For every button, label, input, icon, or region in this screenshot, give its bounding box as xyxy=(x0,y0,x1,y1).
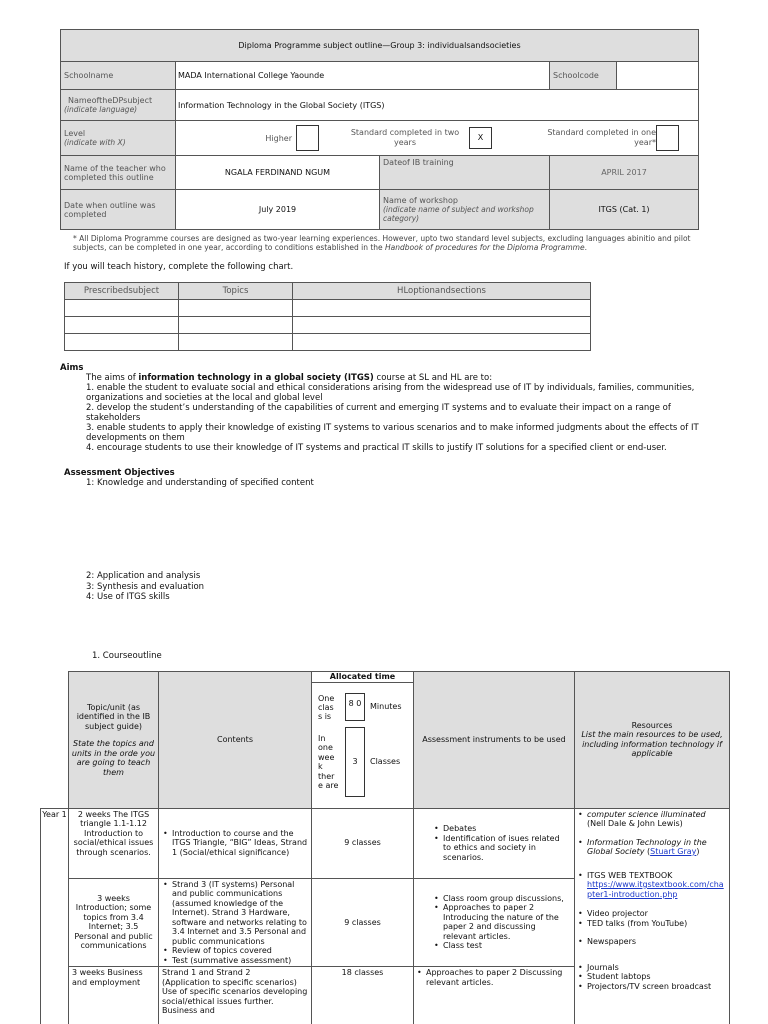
teacher-value: NGALA FERDINAND NGUM xyxy=(176,156,380,190)
history-cell[interactable] xyxy=(293,334,591,351)
contents-cell xyxy=(159,878,312,967)
contents-text: (Application to specific scenarios) Use of specific scenarios developing social/ethical issues further. Business and xyxy=(162,977,308,1015)
objectives-section xyxy=(64,468,714,488)
level-label: Level xyxy=(64,129,86,138)
in-one-week-label: In one wee k ther e are xyxy=(318,733,339,790)
workshop-label: Name of workshop xyxy=(383,196,458,205)
resources-header: Resources xyxy=(631,720,673,730)
teacher-label: Name of the teacher who completed this outline xyxy=(61,156,176,190)
assessment-cell xyxy=(414,808,575,878)
assessment-item: • Debates xyxy=(434,824,570,834)
resource-item: • Video projector xyxy=(578,909,726,919)
subject-label-cell xyxy=(61,90,176,121)
higher-label: Higher xyxy=(265,133,292,143)
contents-cell xyxy=(159,967,312,1024)
resource-book1-title: computer science illuminated xyxy=(587,809,706,819)
history-cell[interactable] xyxy=(179,300,293,317)
history-header-prescribed: Prescribedsubject xyxy=(65,283,179,300)
one-class-label: One clas s is xyxy=(318,693,335,721)
topic-cell: 2 weeks The ITGS triangle 1.1-1.12 Introduction to social/ethical issues through scenarios. xyxy=(69,808,159,878)
history-cell[interactable] xyxy=(293,300,591,317)
sl-one-year-checkbox[interactable] xyxy=(656,125,679,151)
subject-value: Information Technology in the Global Society (ITGS) xyxy=(176,90,699,121)
resources-hint: List the main resources to be used, including information technology if applicable xyxy=(581,730,723,759)
footnote xyxy=(73,234,713,252)
resource-book2-title: Information Technology in the Global Society xyxy=(587,837,707,856)
resource-book1-authors: (Nell Dale & John Lewis) xyxy=(587,819,683,828)
history-cell[interactable] xyxy=(293,317,591,334)
resource-book2-author-a: ( xyxy=(644,847,651,856)
assessment-cell xyxy=(414,878,575,967)
topic-cell: 3 weeks Introduction; some topics from 3.4 Internet; 3.5 Personal and public communications xyxy=(69,878,159,967)
resource-book2-author-b: ) xyxy=(696,847,700,856)
completed-label: Date when outline was completed xyxy=(61,190,176,230)
aims-intro xyxy=(60,373,720,383)
assessment-item: • Approaches to paper 2 Introducing the nature of the paper 2 and discussing relevant articles. xyxy=(434,903,570,941)
time-cell: 9 classes xyxy=(312,878,414,967)
time-cell: 9 classes xyxy=(312,808,414,878)
aims-intro-c: course at SL and HL are to: xyxy=(373,373,493,383)
level-label-cell xyxy=(61,121,176,156)
assessment-item: • Approaches to paper 2 Discussing relevant articles. xyxy=(417,968,571,987)
assessment-header: Assessment instruments to be used xyxy=(414,672,575,809)
year-spacer xyxy=(41,672,69,809)
course-outline-heading: 1. Courseoutline xyxy=(92,651,162,661)
history-cell[interactable] xyxy=(65,300,179,317)
footnote-text-c: . xyxy=(584,243,587,252)
workshop-hint: (indicate name of subject and workshop category) xyxy=(383,205,534,223)
allocated-time-cell xyxy=(312,682,414,808)
aims-item: 1. enable the student to evaluate social and ethical considerations arising from the widespread use of IT by individuals, families, communities, organizations and societies at the local and global level xyxy=(86,383,695,403)
resources-header-cell xyxy=(575,672,730,809)
contents-item: • Review of topics covered xyxy=(163,946,308,956)
minutes-label: Minutes xyxy=(370,702,402,712)
assessment-item: • Identification of isues related to ethics and society in scenarios. xyxy=(434,834,570,863)
aims-item: 2. develop the student’s understanding of the capabilities of current and emerging IT systems and to evaluate their impact on a range of stakeholders xyxy=(86,403,671,423)
sl-two-years-checkbox[interactable]: X xyxy=(469,127,492,149)
resource-item: • Newspapers xyxy=(578,937,726,947)
resource-item: • Journals xyxy=(578,963,726,973)
objective-item: 4: Use of ITGS skills xyxy=(86,592,170,602)
sl-two-years-label: Standard completed in two years xyxy=(350,128,460,147)
footnote-text-a: * All Diploma Programme courses are designed as two-year learning experiences. However, upto two standard level subjects, excluding languages abinitio and pilot subjects, can be completed in one year, according to conditions established in the xyxy=(73,234,691,252)
objective-item: 2: Application and analysis xyxy=(86,571,201,581)
history-heading: If you will teach history, complete the following chart. xyxy=(64,262,294,272)
objectives-heading: Assessment Objectives xyxy=(64,468,175,478)
contents-header: Contents xyxy=(159,672,312,809)
footnote-handbook: Handbook of procedures for the Diploma Programme xyxy=(385,243,585,252)
ib-training-value: APRIL 2017 xyxy=(550,156,699,190)
workshop-label-cell xyxy=(380,190,550,230)
contents-cell xyxy=(159,808,312,878)
workshop-value: ITGS (Cat. 1) xyxy=(550,190,699,230)
resource-item xyxy=(578,838,726,857)
history-cell[interactable] xyxy=(65,317,179,334)
resource-web-link[interactable]: https://www.itgstextbook.com/chapter1-introduction.php xyxy=(587,880,724,899)
resource-item: • Student labtops xyxy=(578,972,726,982)
topic-header-hint: State the topics and units in the orde you are going to teach them xyxy=(71,739,156,777)
aims-heading: Aims xyxy=(60,363,84,373)
objectives-more xyxy=(86,571,204,603)
level-options xyxy=(176,121,699,156)
contents-heading: Strand 1 and Strand 2 xyxy=(162,968,251,977)
classes-label: Classes xyxy=(370,757,401,767)
classes-per-week-input[interactable]: 3 xyxy=(345,727,365,797)
topic-header-text: Topic/unit (as identified in the IB subject guide) xyxy=(76,702,151,731)
minutes-per-class-input[interactable]: 8 0 xyxy=(345,693,365,721)
history-header-topics: Topics xyxy=(179,283,293,300)
sl-one-year-label: Standard completed in one year* xyxy=(547,128,656,147)
school-code-value xyxy=(617,62,699,90)
contents-item: • Test (summative assessment) xyxy=(163,956,308,966)
outline-title: Diploma Programme subject outline—Group 3: individualsandsocieties xyxy=(61,30,699,62)
school-name-value: MADA International College Yaounde xyxy=(176,62,550,90)
history-table xyxy=(64,282,591,351)
history-cell[interactable] xyxy=(179,334,293,351)
aims-item: 3. enable students to apply their knowledge of existing IT systems to various scenarios and to make informed judgments about the effects of IT developments on them xyxy=(86,423,699,443)
aims-intro-subject: information technology in a global society (ITGS) xyxy=(138,373,374,383)
school-code-label: Schoolcode xyxy=(550,62,617,90)
ib-training-label: Dateof IB training xyxy=(380,156,550,190)
history-header-hl: HLoptionandsections xyxy=(293,283,591,300)
history-cell[interactable] xyxy=(179,317,293,334)
objective-item: 1: Knowledge and understanding of specified content xyxy=(86,478,314,488)
subject-hint: (indicate language) xyxy=(64,105,138,114)
contents-item: • Strand 3 (IT systems) Personal and public communications (assumed knowledge of the Internet). Strand 3 Hardware, software and networks relating to 3.4 Internet and 3.5 Personal and public communications xyxy=(163,880,308,947)
subject-label: NameoftheDPsubject xyxy=(68,96,153,105)
history-cell[interactable] xyxy=(65,334,179,351)
assessment-cell xyxy=(414,967,575,1024)
contents-item: • Introduction to course and the ITGS Triangle, “BIG” Ideas, Strand 1 (Social/ethical significance) xyxy=(163,829,308,858)
aims-intro-a: The aims of xyxy=(86,373,139,383)
allocated-time-header: Allocated time xyxy=(312,672,414,683)
subject-outline-table xyxy=(60,29,699,230)
aims-item: 4. encourage students to use their knowledge of IT systems and practical IT skills to justify IT solutions for a specified client or end-user. xyxy=(86,443,667,453)
year-label: Year 1 xyxy=(41,808,69,1024)
resources-cell xyxy=(575,808,730,1024)
topic-header xyxy=(69,672,159,809)
resource-web-label: • ITGS WEB TEXTBOOK xyxy=(587,870,673,880)
resource-item: • Projectors/TV screen broadcast xyxy=(578,982,726,992)
resource-item xyxy=(578,871,726,900)
course-outline-table xyxy=(40,671,730,1024)
completed-value: July 2019 xyxy=(176,190,380,230)
resource-item xyxy=(578,810,726,829)
objective-item: 3: Synthesis and evaluation xyxy=(86,581,205,592)
resource-item: • TED talks (from YouTube) xyxy=(578,919,726,929)
school-name-label: Schoolname xyxy=(61,62,176,90)
assessment-item: • Class test xyxy=(434,941,570,951)
aims-section xyxy=(60,363,720,453)
time-cell: 18 classes xyxy=(312,967,414,1024)
assessment-item: • Class room group discussions, xyxy=(434,894,570,904)
topic-cell: 3 weeks Business and employment xyxy=(69,967,159,1024)
resource-book2-author-link[interactable]: Stuart Gray xyxy=(650,847,697,856)
higher-checkbox[interactable] xyxy=(296,125,319,151)
level-hint: (indicate with X) xyxy=(64,138,126,147)
